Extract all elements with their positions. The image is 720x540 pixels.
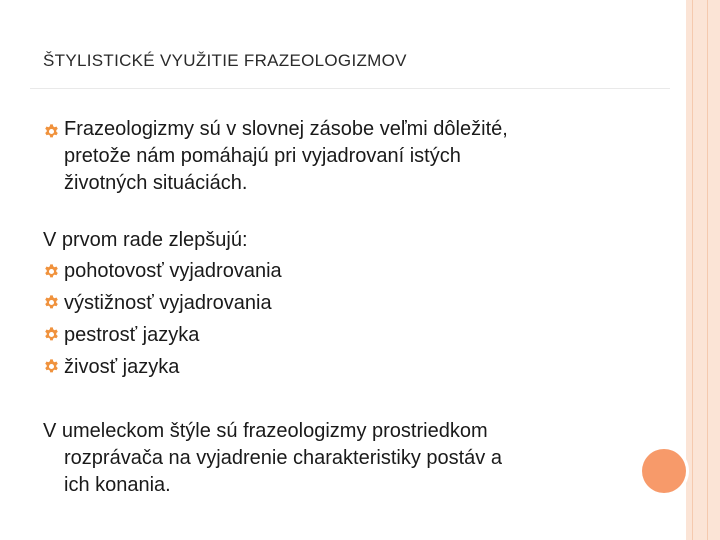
decorative-strip-line (707, 0, 708, 540)
gear-icon (44, 327, 59, 342)
decorative-accent-circle (642, 449, 686, 493)
intro-line: pretože nám pomáhajú pri vyjadrovaní istých (64, 145, 461, 167)
list-item: pohotovosť vyjadrovania (64, 260, 282, 282)
artistic-line: ich konania. (64, 474, 171, 496)
intro-line: Frazeologizmy sú v slovnej zásobe veľmi dôležité, (64, 118, 508, 140)
artistic-line: V umeleckom štýle sú frazeologizmy prostriedkom (43, 420, 488, 442)
title-divider (30, 88, 670, 89)
list-item: pestrosť jazyka (64, 324, 200, 346)
intro-line: životných situáciách. (64, 172, 248, 194)
gear-icon (44, 124, 59, 139)
gear-icon (44, 264, 59, 279)
slide-title: ŠTYLISTICKÉ VYUŽITIE FRAZEOLOGIZMOV (43, 51, 407, 70)
gear-icon (44, 359, 59, 374)
list-item: živosť jazyka (64, 356, 180, 378)
gear-icon (44, 295, 59, 310)
improves-heading: V prvom rade zlepšujú: (43, 229, 248, 251)
list-item: výstižnosť vyjadrovania (64, 292, 272, 314)
decorative-strip-line (692, 0, 693, 540)
artistic-line: rozprávača na vyjadrenie charakteristiky postáv a (64, 447, 502, 469)
